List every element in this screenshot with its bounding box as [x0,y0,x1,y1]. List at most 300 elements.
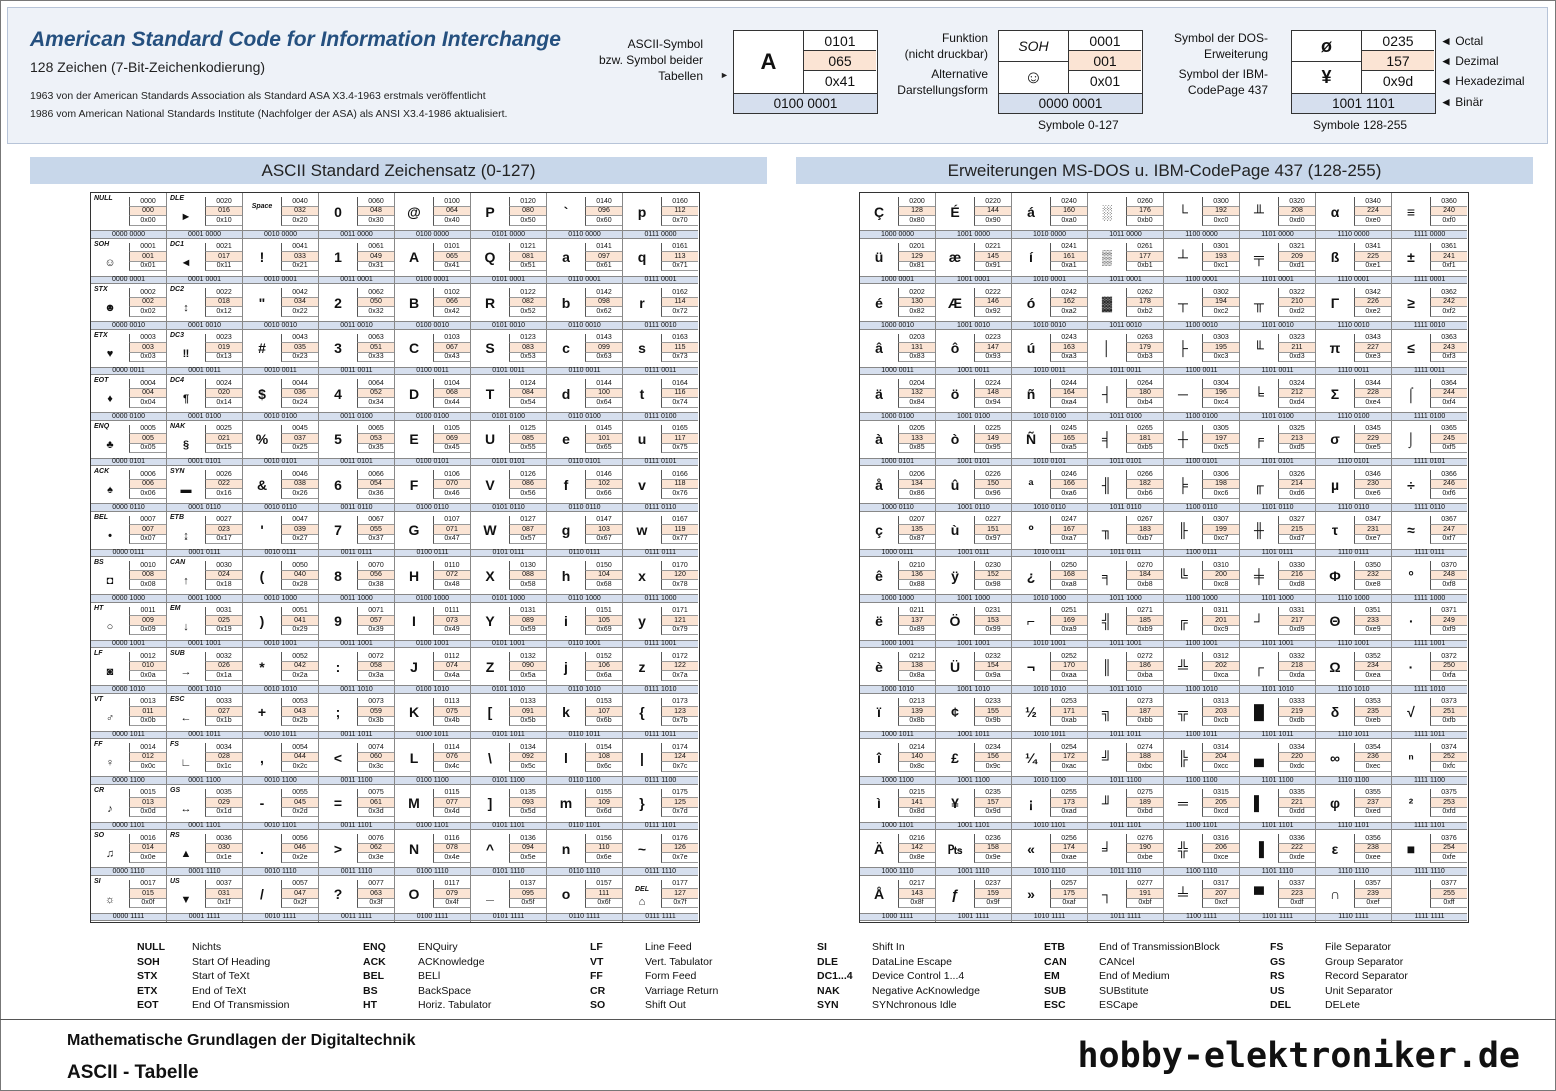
control-symbol [91,193,129,230]
octal-value: 0006 [129,470,166,480]
char-symbol: @ [407,203,421,220]
decimal-value: 235 [1354,707,1391,717]
hex-value: 0xf7 [1430,535,1467,545]
decimal-value: 054 [357,480,394,490]
decimal-value: 127 [661,889,698,899]
binary-value: 1001 0010 [936,321,1011,330]
decimal-value: 130 [898,298,935,308]
char-cell [167,785,242,831]
hex-value: 0xba [1126,671,1163,681]
char-cell [167,739,242,785]
hex-value: 0x00 [129,216,166,226]
binary-value: 1001 1010 [936,685,1011,694]
char-cell [91,876,166,922]
char-cell [471,648,546,694]
char-symbol: É [950,203,960,220]
decimal-value: 165 [1050,434,1087,444]
char-symbol: ç [875,522,883,538]
octal-value: 0306 [1202,470,1239,480]
octal-value: 0056 [281,834,318,844]
char-cell [1392,739,1467,785]
decimal-value: 192 [1202,207,1239,217]
char-cell [1012,785,1087,831]
binary-value: 0001 0100 [167,412,242,421]
char-cell [1012,421,1087,467]
octal-value: 0361 [1430,243,1467,253]
legend-abbr: ESC [1044,999,1066,1011]
char-cell [1088,739,1163,785]
octal-value: 0264 [1126,379,1163,389]
char-symbol: ╛ [1102,840,1112,857]
char-symbol: ú [1026,340,1036,356]
binary-value: 1101 1100 [1240,776,1315,785]
hex-value: 0x98 [974,580,1011,590]
char-cell [1164,284,1239,330]
char-cell [91,239,166,285]
octal-value: 0253 [1050,698,1087,708]
char-cell [860,603,935,649]
control-symbol [91,876,129,913]
binary-value: 1110 1100 [1316,776,1391,785]
decimal-value: 222 [1278,844,1315,854]
page-title: American Standard Code for Information Interchange [30,28,561,51]
octal-value: 0360 [1430,197,1467,207]
hex-value: 0xbc [1126,762,1163,772]
char-symbol [1392,876,1430,913]
binary-value: 1110 0010 [1316,321,1391,330]
char-symbol: ƒ [951,886,959,902]
decimal-value: 214 [1278,480,1315,490]
hex-value: 0x7e [661,853,698,863]
octal-value: 0353 [1354,698,1391,708]
decimal-value: 031 [205,889,242,899]
decimal-value: 223 [1278,889,1315,899]
octal-value: 0254 [1050,743,1087,753]
char-symbol: ░ [1102,203,1112,220]
decimal-value: 167 [1050,525,1087,535]
decimal-value: 080 [509,207,546,217]
control-alt-symbol: ← [180,711,192,724]
char-symbol: √ [1407,704,1415,720]
char-symbol: Σ [1330,385,1340,402]
char-cell [623,284,698,330]
binary-value: 0110 1111 [547,913,622,922]
octal-value: 0300 [1202,197,1239,207]
decimal-value: 193 [1202,252,1239,262]
octal-value: 0230 [974,561,1011,571]
octal-value: 0042 [281,288,318,298]
control-symbol [167,785,205,822]
octal-value: 0311 [1202,607,1239,617]
legend-abbr: EM [1044,970,1060,982]
octal-value: 0211 [898,607,935,617]
char-cell [1164,466,1239,512]
legend-abbr: BS [363,984,378,997]
decimal-value: 032 [281,207,318,217]
page-subtitle: 128 Zeichen (7-Bit-Zeichenkodierung) [30,59,266,75]
char-symbol: ╪ [1254,567,1264,584]
legend-abbr: ENQ [363,941,386,953]
control-abbr: SYN [170,468,185,475]
demo3-box [1291,30,1436,114]
char-cell [1012,330,1087,376]
hex-value: 0x39 [357,626,394,636]
octal-value: 0041 [281,243,318,253]
char-cell [319,421,394,467]
binary-value: 1000 0011 [860,367,935,376]
octal-value: 0101 [433,243,470,253]
char-cell [1088,512,1163,558]
hex-value: 0xe3 [1354,353,1391,363]
char-symbol: \ [488,749,492,766]
decimal-value: 189 [1126,798,1163,808]
char-symbol: x [638,567,646,584]
control-abbr: DEL [635,885,649,893]
legend-meaning: End Of Transmission [192,999,290,1011]
decimal-value: 137 [898,616,935,626]
decimal-value: 146 [974,298,1011,308]
char-cell [1012,557,1087,603]
demo2-hex: 0x01 [1089,73,1121,89]
decimal-value: 251 [1430,707,1467,717]
octal-value: 0133 [509,698,546,708]
decimal-value: 082 [509,298,546,308]
legend-abbr: ETX [137,984,158,997]
hex-value: 0xef [1354,899,1391,909]
binary-value: 0110 0001 [547,276,622,285]
octal-value: 0226 [974,470,1011,480]
binary-value: 1110 0011 [1316,367,1391,376]
decimal-value: 170 [1050,662,1087,672]
binary-value: 0110 0011 [547,367,622,376]
hex-value: 0x68 [585,580,622,590]
legend-entry [137,969,289,984]
hex-value: 0xdc [1278,762,1315,772]
decimal-value: 010 [129,662,166,672]
decimal-value: 158 [974,844,1011,854]
char-symbol: ⌠ [1406,385,1416,402]
binary-value: 1011 1011 [1088,731,1163,740]
binary-value: 1101 1110 [1240,867,1315,876]
char-symbol: t [639,385,645,402]
abbreviation-legend [0,940,1556,1015]
legend-meaning: Group Separator [1325,955,1404,968]
decimal-value: 026 [205,662,242,672]
hex-value: 0x73 [661,353,698,363]
hex-value: 0xe0 [1354,216,1391,226]
legend-meaning: SYNchronous Idle [872,999,957,1011]
char-cell [395,785,470,831]
char-cell [547,330,622,376]
hex-value: 0x62 [585,307,622,317]
hex-value: 0x14 [205,398,242,408]
char-cell [547,603,622,649]
control-symbol [167,193,205,230]
octal-value: 0132 [509,652,546,662]
decimal-value: 049 [357,252,394,262]
char-symbol: Ü [949,658,961,675]
char-symbol: £ [951,749,959,766]
demo1-decimal: 065 [804,51,876,71]
char-symbol: 8 [334,567,342,584]
binary-value: 0000 0101 [91,458,166,467]
octal-value: 0020 [205,197,242,207]
control-alt-symbol: ∟ [180,757,192,769]
decimal-value: 101 [585,434,622,444]
char-cell [91,694,166,740]
octal-value: 0114 [433,743,470,753]
binary-value: 1011 0111 [1088,549,1163,558]
char-symbol: ■ [1406,840,1416,857]
binary-value: 1000 1111 [860,913,935,922]
control-abbr: DC2 [170,286,185,293]
control-alt-symbol: ↨ [183,529,189,542]
octal-value: 0273 [1126,698,1163,708]
octal-value: 0342 [1354,288,1391,298]
octal-value: 0234 [974,743,1011,753]
octal-value: 0271 [1126,607,1163,617]
char-symbol: Å [873,886,885,902]
octal-value: 0173 [661,698,698,708]
char-cell [1392,785,1467,831]
hex-value: 0x90 [974,216,1011,226]
hex-value: 0xec [1354,762,1391,772]
decimal-value: 241 [1430,252,1467,262]
decimal-value: 017 [205,252,242,262]
decimal-value: 191 [1126,889,1163,899]
octal-value: 0321 [1278,243,1315,253]
binary-value: 0110 0101 [547,458,622,467]
hex-value: 0xcf [1202,899,1239,909]
char-cell [547,557,622,603]
octal-value: 0073 [357,698,394,708]
binary-value: 0011 0111 [319,549,394,558]
char-symbol: ! [259,249,265,265]
octal-value: 0375 [1430,789,1467,799]
char-symbol: ≤ [1407,340,1415,356]
decimal-value: 139 [898,707,935,717]
binary-value: 0011 1011 [319,731,394,740]
legend-meaning: CANcel [1099,955,1135,968]
decimal-value: 220 [1278,753,1315,763]
octal-value: 0105 [433,425,470,435]
binary-value: 1110 1110 [1316,867,1391,876]
legend-meaning: Start of TeXt [192,970,250,982]
demo2-smiley-icon: ☺ [999,62,1069,93]
control-symbol [623,876,661,913]
control-abbr: GS [170,786,181,794]
char-cell [547,739,622,785]
legend-meaning: Negative AcKnowledge [872,984,980,997]
char-cell [547,193,622,239]
decimal-value: 057 [357,616,394,626]
control-alt-symbol: ♪ [107,802,113,815]
octal-value: 0357 [1354,880,1391,890]
octal-value: 0115 [433,789,470,799]
binary-value: 0010 1110 [243,867,318,876]
legend-meaning: Shift In [872,941,905,953]
hex-value: 0x8c [898,762,935,772]
char-symbol: R [484,294,496,311]
char-symbol: 0 [334,203,342,220]
char-symbol: ╞ [1178,476,1188,493]
decimal-value: 116 [661,389,698,399]
char-cell [547,512,622,558]
control-symbol [167,557,205,594]
legend-entry [1044,955,1220,970]
char-cell [319,785,394,831]
binary-value: 1100 0110 [1164,503,1239,512]
char-cell [319,512,394,558]
binary-value: 0001 1100 [167,776,242,785]
char-cell [167,330,242,376]
hex-value: 0x15 [205,444,242,454]
legend-entry [590,984,718,999]
control-symbol [167,284,205,321]
binary-value: 0101 0101 [471,458,546,467]
char-cell [1240,785,1315,831]
octal-value: 0161 [661,243,698,253]
binary-value: 0011 0001 [319,276,394,285]
octal-value: 0047 [281,516,318,526]
octal-value: 0014 [129,743,166,753]
decimal-value: 183 [1126,525,1163,535]
binary-value: 0000 1111 [91,913,166,922]
char-symbol: h [561,567,571,584]
hex-value: 0xdb [1278,717,1315,727]
control-abbr: HT [94,604,104,612]
binary-value: 1100 0000 [1164,230,1239,239]
hex-value: 0x50 [509,216,546,226]
binary-value: 1111 0011 [1392,367,1467,376]
decimal-value: 068 [433,389,470,399]
char-cell [395,193,470,239]
char-cell [1240,694,1315,740]
char-symbol: ö [950,385,960,402]
char-cell [243,739,318,785]
hex-value: 0x4e [433,853,470,863]
hex-value: 0xff [1430,899,1467,909]
octal-value: 0103 [433,334,470,344]
hex-value: 0xa2 [1050,307,1087,317]
char-cell [623,694,698,740]
hex-value: 0x7a [661,671,698,681]
char-symbol: O [408,886,420,902]
octal-value: 0112 [433,652,470,662]
demo2-label-bottom: Alternative Darstellungsform [897,67,988,97]
char-cell [1088,330,1163,376]
decimal-value: 021 [205,434,242,444]
decimal-value: 254 [1430,844,1467,854]
binary-value: 0110 1011 [547,731,622,740]
hex-value: 0x11 [205,262,242,272]
char-symbol: ë [875,613,883,629]
binary-value: 0101 0110 [471,503,546,512]
char-cell [1240,739,1315,785]
control-symbol [167,239,205,276]
binary-value: 1111 0000 [1392,230,1467,239]
legend-meaning: End of TransmissionBlock [1099,941,1220,953]
hex-value: 0x02 [129,307,166,317]
char-symbol: ╥ [1254,294,1264,311]
control-abbr: FS [170,741,179,748]
octal-value: 0144 [585,379,622,389]
hex-value: 0x94 [974,398,1011,408]
decimal-value: 233 [1354,616,1391,626]
char-cell [471,375,546,421]
octal-value: 0062 [357,288,394,298]
binary-value: 0100 0101 [395,458,470,467]
legend-entry [1270,955,1408,970]
legend-entry [363,955,491,970]
binary-value: 0001 1010 [167,685,242,694]
octal-value: 0123 [509,334,546,344]
binary-value: 0101 1011 [471,731,546,740]
char-cell [319,239,394,285]
char-symbol: ┐ [1102,886,1112,902]
hex-value: 0x0d [129,808,166,818]
decimal-value: 016 [205,207,242,217]
decimal-value: 141 [898,798,935,808]
binary-value: 0001 1000 [167,594,242,603]
octal-value: 0046 [281,470,318,480]
decimal-value: 060 [357,753,394,763]
char-cell [1392,830,1467,876]
hex-value: 0xb5 [1126,444,1163,454]
binary-value: 0000 1110 [91,867,166,876]
char-symbol: ═ [1178,795,1188,811]
char-symbol: : [335,658,341,675]
decimal-value: 211 [1278,343,1315,353]
char-cell [319,284,394,330]
octal-value: 0120 [509,197,546,207]
char-symbol: ╜ [1102,795,1112,811]
octal-value: 0237 [974,880,1011,890]
decimal-value: 135 [898,525,935,535]
char-cell [1088,830,1163,876]
decimal-value: 228 [1354,389,1391,399]
char-symbol: ≡ [1406,203,1416,220]
char-cell [936,694,1011,740]
char-cell [167,557,242,603]
char-symbol: δ [1330,704,1340,720]
control-alt-symbol: ♫ [105,848,115,860]
char-cell [1240,375,1315,421]
legend-abbr: CAN [1044,955,1067,968]
octal-value: 0040 [281,197,318,207]
decimal-value: 163 [1050,343,1087,353]
octal-value: 0051 [281,607,318,617]
octal-value: 0063 [357,334,394,344]
binary-value: 1011 0100 [1088,412,1163,421]
control-abbr: BEL [94,513,108,521]
binary-value: 0100 1011 [395,731,470,740]
decimal-value: 025 [205,616,242,626]
hex-value: 0x29 [281,626,318,636]
binary-value: 0100 1101 [395,822,470,831]
char-symbol: F [409,476,419,493]
hex-value: 0x10 [205,216,242,226]
legend-meaning: End of Medium [1099,970,1170,982]
octal-value: 0166 [661,470,698,480]
decimal-value: 227 [1354,343,1391,353]
binary-value: 0111 1110 [623,867,698,876]
octal-value: 0034 [205,743,242,753]
char-cell [243,375,318,421]
legend-entry [137,955,289,970]
hex-value: 0xc6 [1202,489,1239,499]
decimal-value: 152 [974,571,1011,581]
